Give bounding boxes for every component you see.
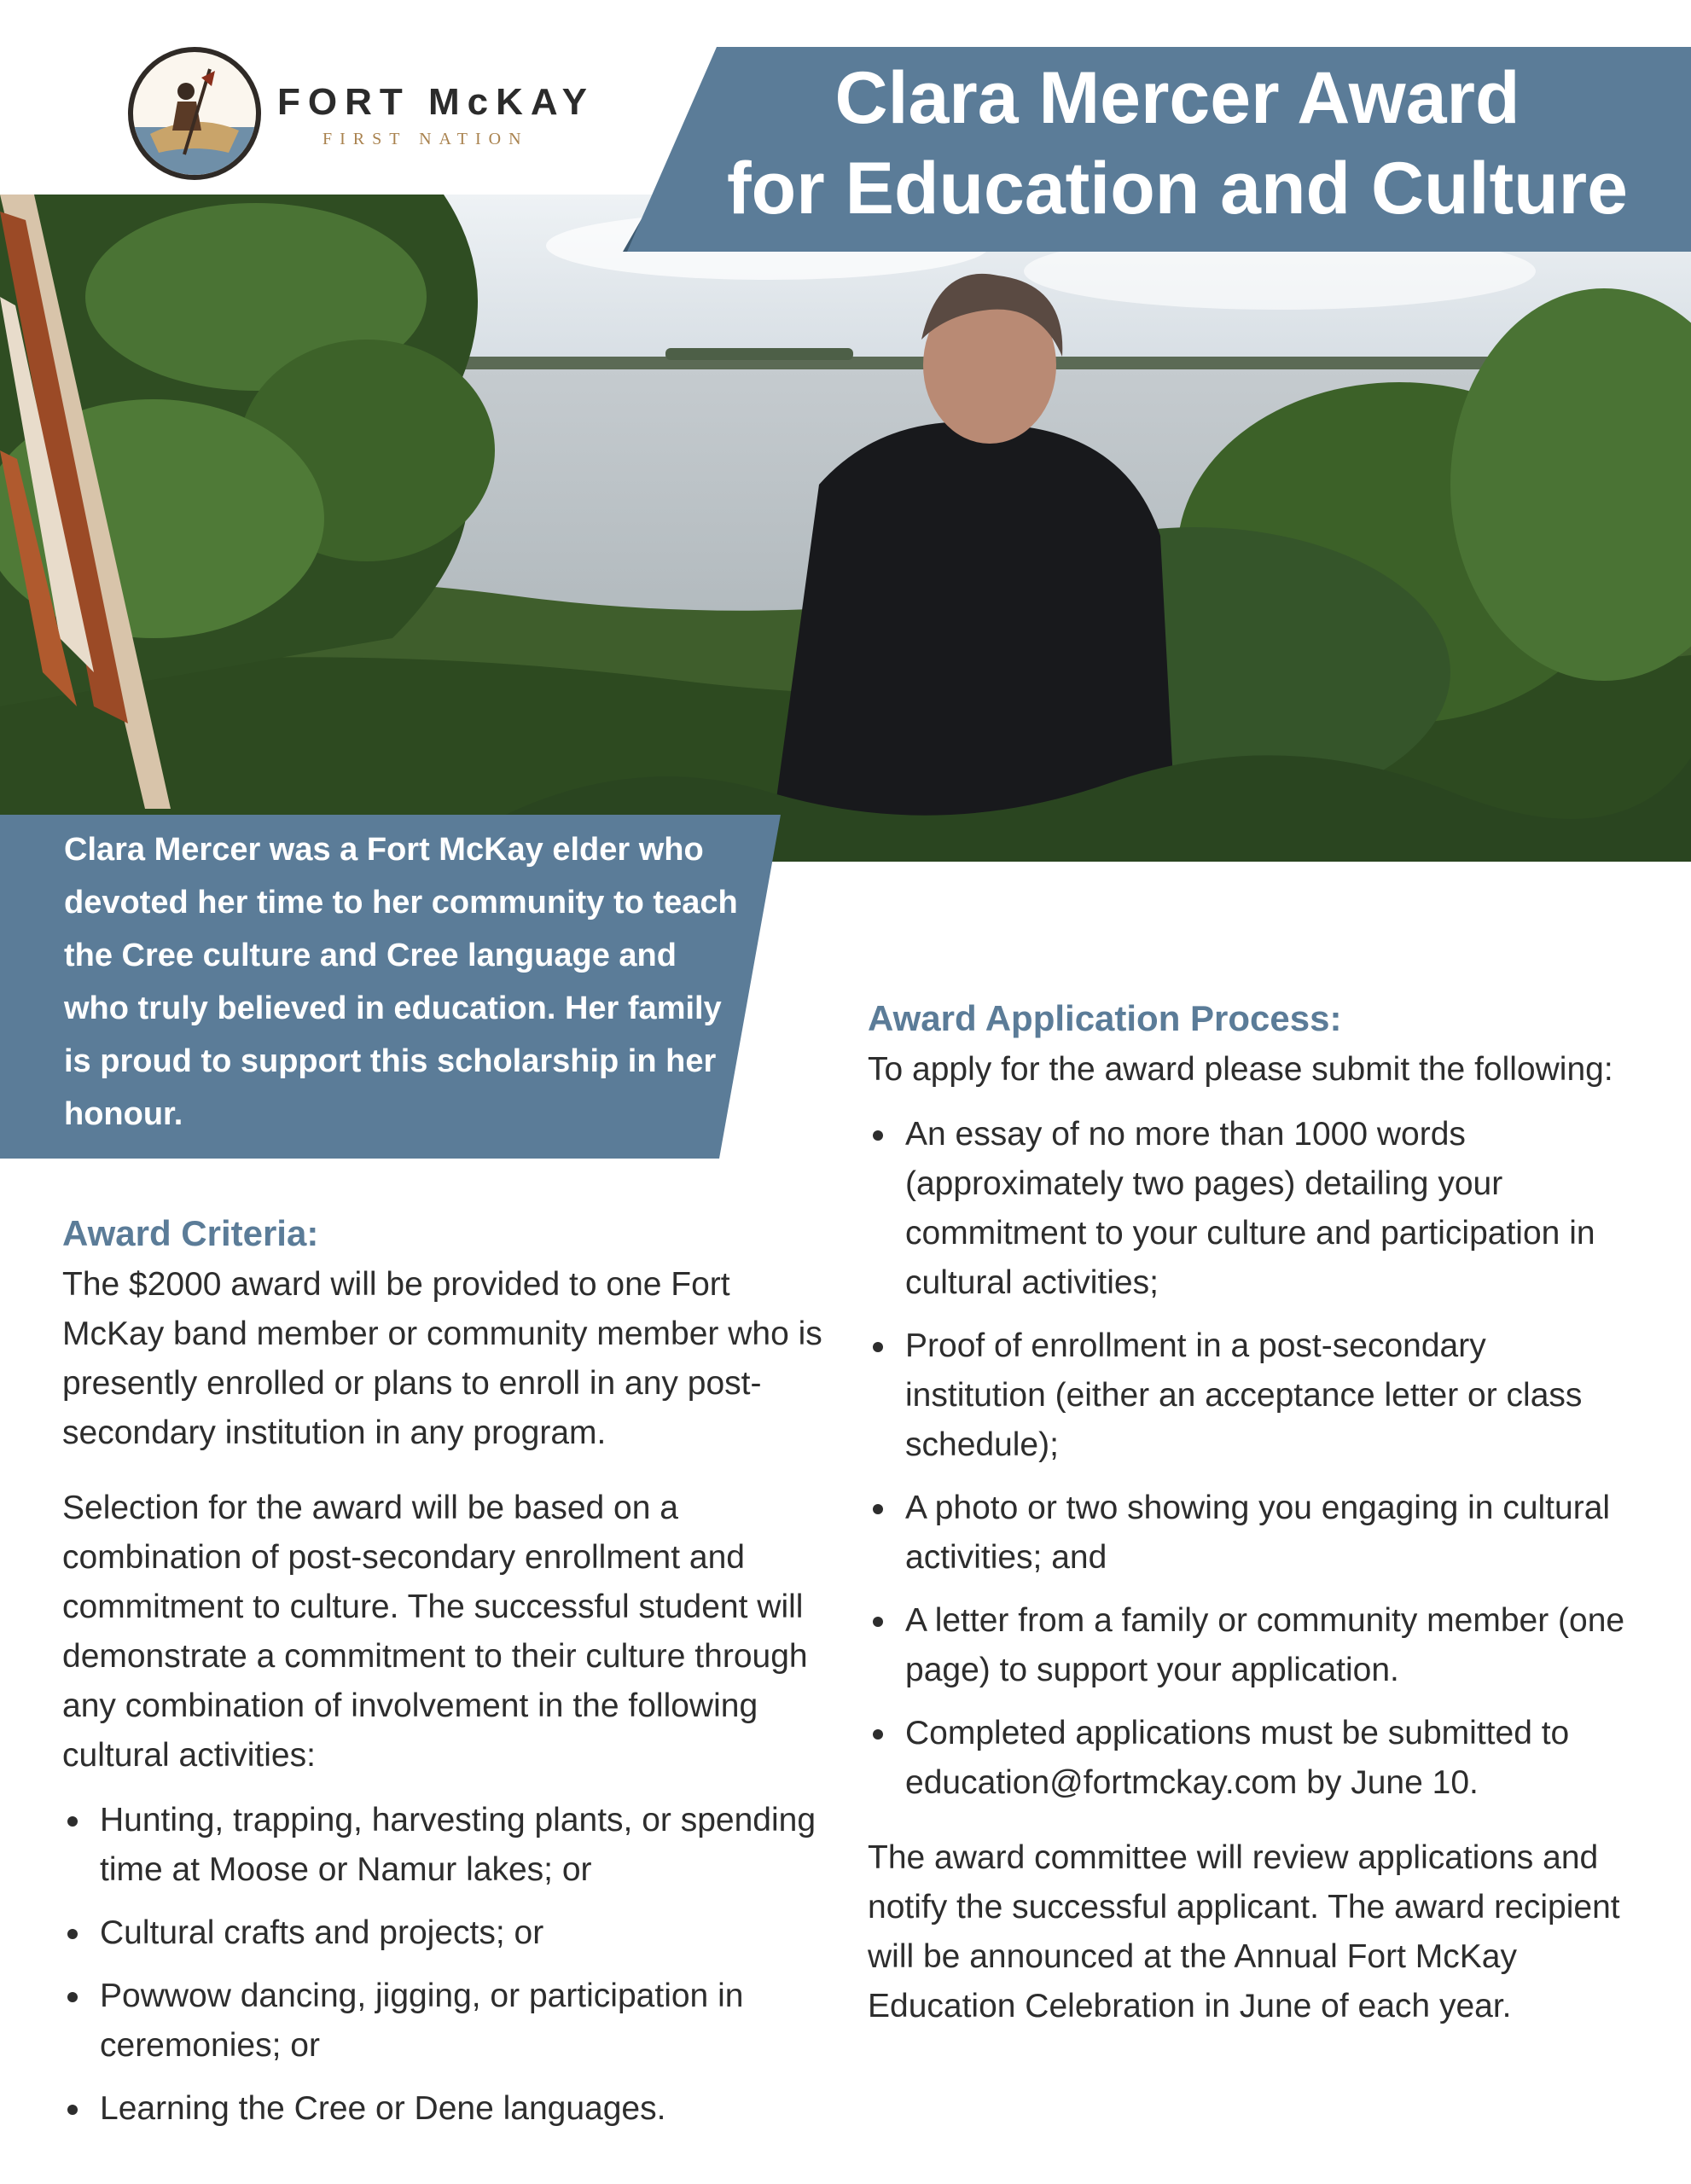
award-criteria-section <box>62 1207 830 2147</box>
bullet-icon <box>67 1992 78 2002</box>
bullet-icon <box>873 1729 883 1740</box>
bullet-icon <box>873 1504 883 1514</box>
bullet-icon <box>873 1130 883 1141</box>
hero-photo <box>0 195 1691 862</box>
list-item-text: Cultural crafts and projects; or <box>100 1914 544 1951</box>
logo-emblem-icon <box>128 47 261 180</box>
title-line-2: for Education and Culture <box>727 148 1628 229</box>
application-process-section <box>868 992 1636 2057</box>
list-item-text: Proof of enrollment in a post-secondary institution (either an acceptance letter or class schedule); <box>905 1327 1583 1463</box>
page-title <box>665 53 1689 234</box>
process-intro: To apply for the award please submit the following: <box>868 1051 1613 1088</box>
fort-mckay-logo <box>128 47 640 183</box>
criteria-paragraph-1: The $2000 award will be provided to one Fort McKay band member or community member who is presently enrolled or plans to enroll in any post-secondary institution in any program. <box>62 1266 822 1451</box>
list-item <box>62 2084 830 2134</box>
intro-text: Clara Mercer was a Fort McKay elder who devoted her time to her community to teach the Cree culture and Cree language and who truly believed in education. Her family is proud to support this scholarship in her honour. <box>64 832 738 1132</box>
list-item-text: Powwow dancing, jigging, or participation in ceremonies; or <box>100 1978 744 2064</box>
list-item-text: A letter from a family or community member (one page) to support your application. <box>905 1602 1625 1688</box>
list-item-text: An essay of no more than 1000 words (approximately two pages) detailing your commitment to your culture and participation in cultural activities; <box>905 1116 1595 1301</box>
award-criteria-heading: Award Criteria: <box>62 1213 319 1253</box>
bullet-icon <box>67 1929 78 1939</box>
list-item <box>868 1484 1636 1583</box>
list-item <box>868 1110 1636 1308</box>
title-line-1: Clara Mercer Award <box>834 57 1520 139</box>
criteria-paragraph-2: Selection for the award will be based on a combination of post-secondary enrollment and commitment to culture. The successful student will demonstrate a commitment to their culture through any combination of involvement in the following cultural activities: <box>62 1490 808 1774</box>
process-closing: The award committee will review applications and notify the successful applicant. The award recipient will be announced at the Annual Fort McKay Education Celebration in June of each year. <box>868 1839 1620 2024</box>
list-item-text: Hunting, trapping, harvesting plants, or spending time at Moose or Namur lakes; or <box>100 1802 816 1888</box>
list-item-text: Completed applications must be submitted to education@fortmckay.com by June 10. <box>905 1715 1570 1801</box>
bullet-icon <box>67 1816 78 1827</box>
bullet-icon <box>873 1617 883 1627</box>
list-item <box>62 1908 830 1958</box>
application-process-heading: Award Application Process: <box>868 998 1342 1038</box>
bullet-icon <box>873 1342 883 1352</box>
list-item-text: A photo or two showing you engaging in cultural activities; and <box>905 1490 1611 1576</box>
list-item-text: Learning the Cree or Dene languages. <box>100 2090 666 2127</box>
requirements-list <box>868 1110 1636 1808</box>
logo-subtitle: FIRST NATION <box>323 130 529 148</box>
bullet-icon <box>67 2105 78 2115</box>
list-item <box>868 1321 1636 1470</box>
logo-name: FORT McKAY <box>277 81 595 123</box>
activities-list <box>62 1796 830 2134</box>
list-item <box>868 1709 1636 1808</box>
list-item <box>62 1972 830 2071</box>
list-item <box>868 1596 1636 1695</box>
list-item <box>62 1796 830 1895</box>
